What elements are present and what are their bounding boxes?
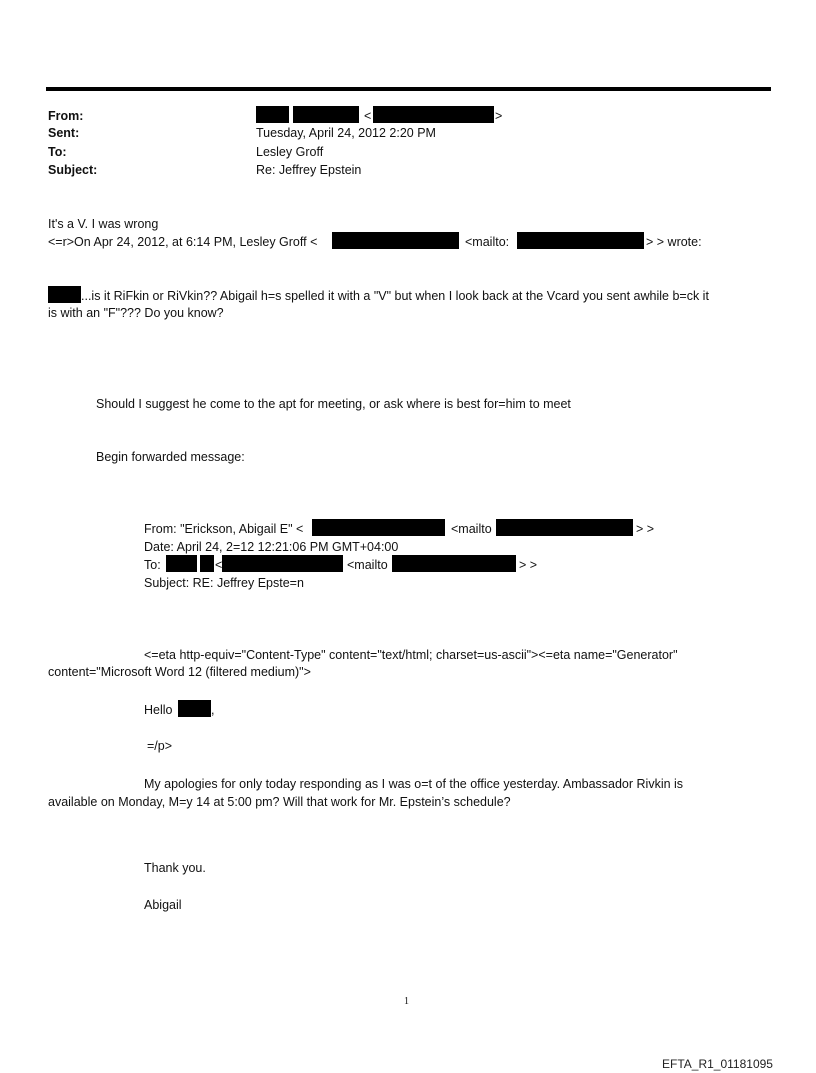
redaction-groff-mailto — [517, 232, 644, 249]
redaction-fwd-to-mailto — [392, 555, 516, 572]
fwd-from-a: From: "Erickson, Abigail E" < — [144, 522, 304, 536]
apology-line-2: available on Monday, M=y 14 at 5:00 pm? Will that work for Mr. Epstein’s schedule? — [48, 795, 511, 809]
fwd-to-d: > > — [519, 558, 538, 572]
redaction-from-email — [373, 106, 494, 123]
header-rule — [46, 87, 771, 91]
meta-line-1: <=eta http-equiv="Content-Type" content="text/html; charset=us-ascii"><=eta name="Generator" — [144, 648, 678, 662]
redaction-fwd-to-first — [166, 555, 197, 572]
sent-label: Sent: — [48, 126, 80, 140]
meta-line-2: content="Microsoft Word 12 (filtered medium)"> — [48, 665, 311, 679]
question-line-2: is with an "F"??? Do you know? — [48, 306, 224, 320]
fwd-date: Date: April 24, 2=12 12:21:06 PM GMT+04:00 — [144, 540, 399, 554]
reply-line-2c: > > wrote: — [646, 235, 702, 249]
page-number: 1 — [404, 996, 409, 1007]
redaction-from-last — [293, 106, 359, 123]
fwd-to-a: To: — [144, 558, 161, 572]
redaction-fwd-to-email — [222, 555, 343, 572]
hello-text: Hello — [144, 703, 173, 717]
hello-comma: , — [211, 703, 215, 717]
reply-line-2a: <=r>On Apr 24, 2012, at 6:14 PM, Lesley Groff < — [48, 235, 318, 249]
bates-number: EFTA_R1_01181095 — [662, 1057, 773, 1071]
fwd-from-b: <mailto — [451, 522, 492, 536]
redaction-fwd-to-last — [200, 555, 214, 572]
begin-forwarded: Begin forwarded message: — [96, 450, 245, 464]
fwd-from-c: > > — [636, 522, 655, 536]
fwd-to-c: <mailto — [347, 558, 388, 572]
sent-value: Tuesday, April 24, 2012 2:20 PM — [256, 126, 436, 140]
to-value: Lesley Groff — [256, 145, 324, 159]
redaction-fwd-from-email — [312, 519, 445, 536]
redaction-from-first — [256, 106, 289, 123]
p-close-artifact: =/p> — [147, 739, 173, 753]
fwd-subject: Subject: RE: Jeffrey Epste=n — [144, 576, 304, 590]
fwd-to-b: < — [215, 558, 223, 572]
subject-value: Re: Jeffrey Epstein — [256, 163, 362, 177]
question-line-1: ...is it RiFkin or RiVkin?? Abigail h=s spelled it with a "V" but when I look back at the Vcard you sent awhile b=ck it — [81, 289, 709, 303]
from-label: From: — [48, 109, 84, 123]
suggest-line: Should I suggest he come to the apt for meeting, or ask where is best for=him to meet — [96, 397, 571, 411]
reply-line-1: It's a V. I was wrong — [48, 217, 159, 231]
redaction-groff-email — [332, 232, 459, 249]
redaction-recipient-name — [48, 286, 81, 303]
signature: Abigail — [144, 898, 182, 912]
subject-label: Subject: — [48, 163, 98, 177]
redaction-hello-name — [178, 700, 211, 717]
to-label: To: — [48, 145, 67, 159]
apology-line-1: My apologies for only today responding as I was o=t of the office yesterday. Ambassador Rivkin is — [144, 777, 684, 791]
from-close-bracket: > — [495, 109, 503, 123]
from-open-bracket: < — [364, 109, 372, 123]
thanks-line: Thank you. — [144, 861, 206, 875]
redaction-fwd-from-mailto — [496, 519, 633, 536]
reply-line-2b: <mailto: — [465, 235, 510, 249]
